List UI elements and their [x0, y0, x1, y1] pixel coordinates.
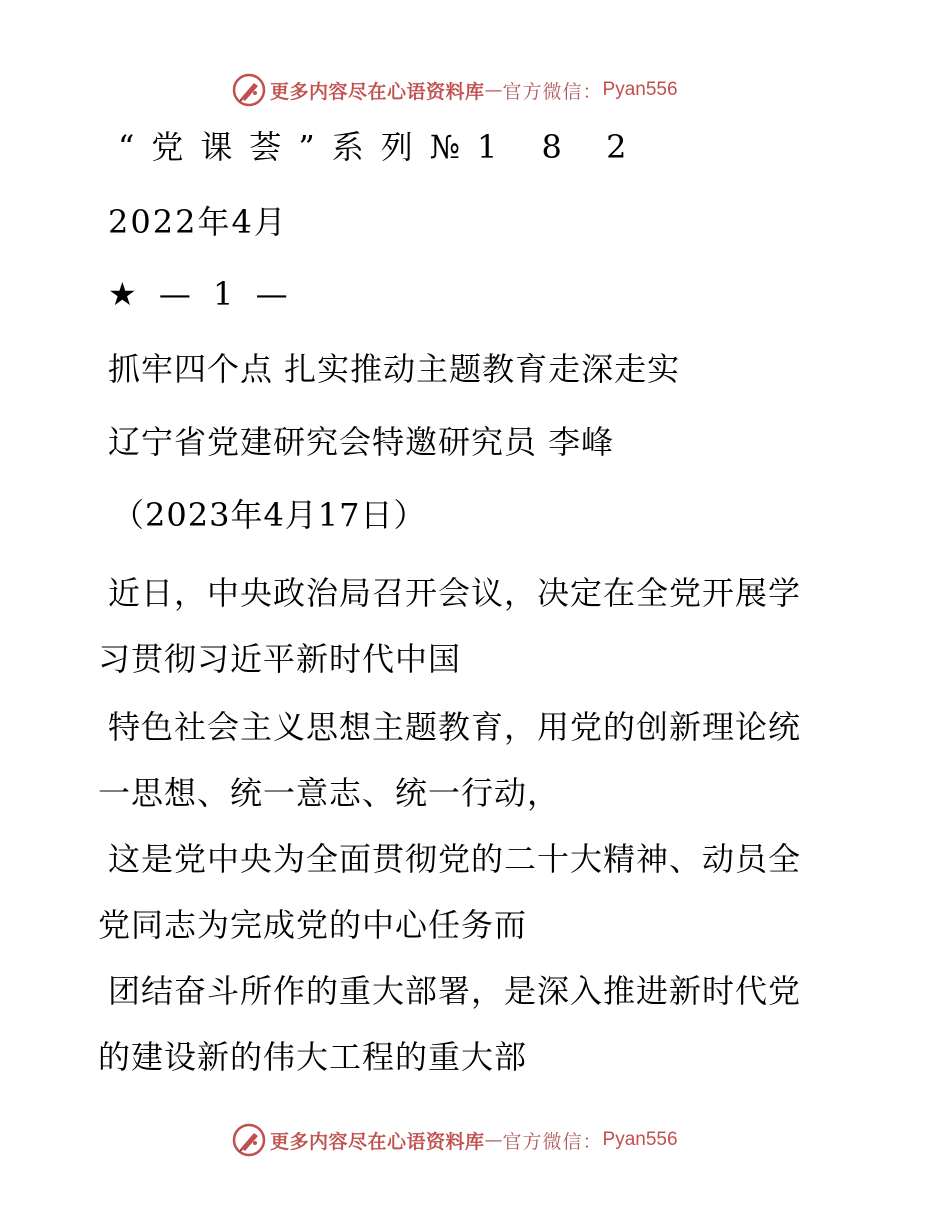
paragraph-line: 党同志为完成党的中心任务而 — [98, 906, 528, 944]
paragraph — [98, 958, 838, 1090]
paragraph-line: 习贯彻习近平新时代中国 — [98, 640, 462, 678]
paragraph — [98, 694, 838, 826]
paragraph-line: 一思想、统一意志、统一行动， — [98, 774, 561, 812]
watermark-dash: — — [484, 79, 503, 101]
watermark-text: 更多内容尽在心语资料库 — [270, 1130, 485, 1153]
paragraph-line: 这是党中央为全面贯彻党的二十大精神、动员全 — [108, 840, 802, 878]
paragraph-line: 团结奋斗所作的重大部署，是深入推进新时代党 — [108, 972, 802, 1010]
pen-logo-icon — [232, 1123, 266, 1157]
paragraph-line: 特色社会主义思想主题教育，用党的创新理论统 — [108, 708, 802, 746]
article-title: 抓牢四个点 扎实推动主题教育走深走实 — [108, 350, 681, 388]
series-number: “党课荟”系列№1 8 2 — [118, 128, 644, 166]
paragraph — [98, 826, 838, 958]
article-date: （2023年4月17日） — [112, 496, 427, 534]
pen-logo-icon — [232, 73, 266, 107]
watermark-dash: — — [484, 1129, 503, 1151]
footer-watermark — [232, 1123, 678, 1157]
page-marker: ★ — 1 — — [108, 275, 294, 313]
header-watermark — [232, 73, 678, 107]
watermark-id: Pyan556 — [602, 79, 678, 100]
paragraph-line: 的建设新的伟大工程的重大部 — [98, 1038, 528, 1076]
paragraph-line: 近日，中央政治局召开会议，决定在全党开展学 — [108, 574, 802, 612]
issue-date: 2022年4月 — [108, 203, 288, 241]
watermark-label: 官方微信： — [502, 1130, 603, 1153]
paragraph — [98, 560, 838, 692]
article-author: 辽宁省党建研究会特邀研究员 李峰 — [108, 423, 615, 461]
watermark-id: Pyan556 — [602, 1129, 678, 1150]
watermark-label: 官方微信： — [502, 80, 603, 103]
watermark-text: 更多内容尽在心语资料库 — [270, 80, 485, 103]
